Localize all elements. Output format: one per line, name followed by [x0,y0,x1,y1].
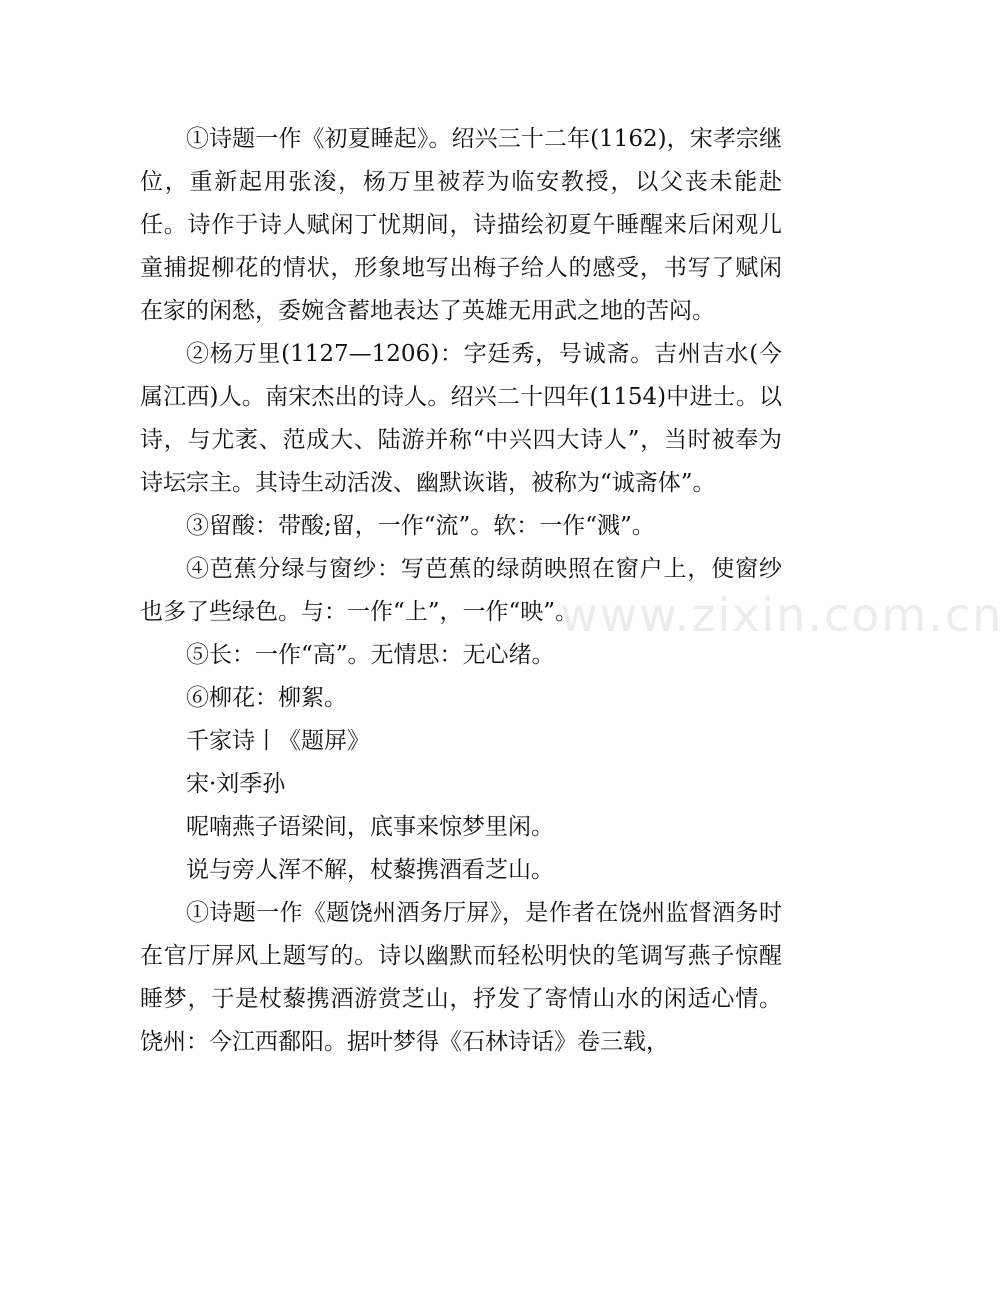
note-paragraph-4: ④芭蕉分绿与窗纱：写芭蕉的绿荫映照在窗户上，使窗纱也多了些绿色。与：一作“上”，一作“映”。 [140,556,782,625]
note-paragraph-6: ⑥柳花：柳絮。 [186,685,347,711]
document-body [140,118,782,1064]
poem-heading: 千家诗丨《题屏》 [186,728,370,754]
poem-line-2: 说与旁人浑不解，杖藜携酒看芝山。 [186,857,554,883]
watermark: www.zixin.com.cn [560,588,1003,642]
note-paragraph-5: ⑤长：一作“高”。无情思：无心绪。 [186,642,555,668]
note-paragraph-3: ③留酸：带酸;留，一作“流”。软：一作“溅”。 [186,513,655,539]
note-paragraph-1: ①诗题一作《初夏睡起》。绍兴三十二年(1162)，宋孝宗继位，重新起用张浚，杨万里被荐为临安教授，以父丧未能赴任。诗作于诗人赋闲丁忧期间，诗描绘初夏午睡醒来后闲观儿童捕捉柳花的情状，形象地写出梅子给人的感受，书写了赋闲在家的闲愁，委婉含蓄地表达了英雄无用武之地的苦闷。 [140,126,782,324]
note-paragraph-2: ②杨万里(1127—1206)：字廷秀，号诚斋。吉州吉水(今属江西)人。南宋杰出的诗人。绍兴二十四年(1154)中进士。以诗，与尤袤、范成大、陆游并称“中兴四大诗人”，当时被奉为诗坛宗主。其诗生动活泼、幽默诙谐，被称为“诚斋体”。 [140,341,782,496]
poem-line-1: 呢喃燕子语梁间，底事来惊梦里闲。 [186,814,554,840]
poem-author: 宋·刘季孙 [186,771,286,797]
poem-note-paragraph-1: ①诗题一作《题饶州酒务厅屏》，是作者在饶州监督酒务时在官厅屏风上题写的。诗以幽默而轻松明快的笔调写燕子惊醒睡梦，于是杖藜携酒游赏芝山，抒发了寄情山水的闲适心情。饶州：今江西鄱阳。据叶梦得《石林诗话》卷三载， [140,900,782,1055]
